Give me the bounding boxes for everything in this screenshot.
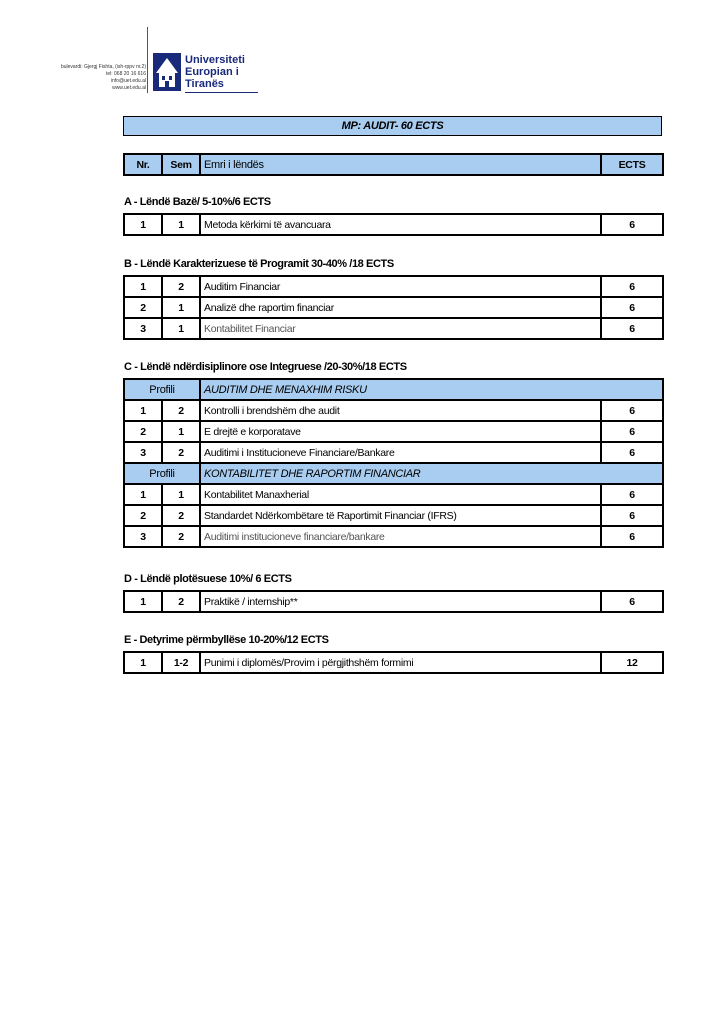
header-divider bbox=[147, 27, 148, 93]
table-row: 1 2 Praktikë / internship** 6 bbox=[124, 591, 663, 612]
university-address bbox=[40, 64, 146, 92]
column-header-table bbox=[123, 153, 664, 176]
program-title: MP: AUDIT- 60 ECTS bbox=[123, 116, 662, 136]
table-row: 2 2 Standardet Ndërkombëtare të Raportimit Financiar (IFRS) 6 bbox=[124, 505, 663, 526]
section-b-title: B - Lëndë Karakterizuese të Programit 30-40% /18 ECTS bbox=[124, 258, 394, 270]
course-name: Kontrolli i brendshëm dhe audit bbox=[200, 400, 601, 421]
logo-underline bbox=[185, 92, 258, 93]
profile-header bbox=[124, 463, 663, 484]
course-name: Praktikë / internship** bbox=[200, 591, 601, 612]
section-e-title: E - Detyrime përmbyllëse 10-20%/12 ECTS bbox=[124, 634, 329, 646]
profile-name: AUDITIM DHE MENAXHIM RISKU bbox=[200, 379, 663, 400]
section-a-title: A - Lëndë Bazë/ 5-10%/6 ECTS bbox=[124, 196, 271, 208]
email-line: info@uet.edu.al bbox=[110, 78, 146, 84]
course-name: Analizë dhe raportim financiar bbox=[200, 297, 601, 318]
table-row: 1 1 Kontabilitet Manaxherial 6 bbox=[124, 484, 663, 505]
website-line: www.uet.edu.al bbox=[112, 85, 146, 91]
col-sem: Sem bbox=[162, 154, 200, 175]
university-building-icon bbox=[153, 53, 181, 91]
section-d-table bbox=[123, 590, 664, 613]
profile-label: Profili bbox=[124, 379, 200, 400]
phone-line: tel: 068 20 16 616 bbox=[105, 71, 146, 77]
table-row: 3 1 Kontabilitet Financiar 6 bbox=[124, 318, 663, 339]
course-name: Metoda kërkimi të avancuara bbox=[200, 214, 601, 235]
section-e-table bbox=[123, 651, 664, 674]
course-name: Auditim Financiar bbox=[200, 276, 601, 297]
table-row: 1 2 Auditim Financiar 6 bbox=[124, 276, 663, 297]
course-name: E drejtë e korporatave bbox=[200, 421, 601, 442]
university-logo-text: Universiteti Europian i Tiranës bbox=[185, 54, 245, 90]
table-row: 1 1 Metoda kërkimi të avancuara 6 bbox=[124, 214, 663, 235]
col-nr: Nr. bbox=[124, 154, 162, 175]
table-row: 1 2 Kontrolli i brendshëm dhe audit 6 bbox=[124, 400, 663, 421]
profile-name: KONTABILITET DHE RAPORTIM FINANCIAR bbox=[200, 463, 663, 484]
col-ects: ECTS bbox=[601, 154, 663, 175]
address-line: bulevardi: Gjergj Fishta, (ish-rppv nr.2) bbox=[60, 64, 146, 70]
section-d-title: D - Lëndë plotësuese 10%/ 6 ECTS bbox=[124, 573, 292, 585]
col-name: Emri i lëndës bbox=[200, 154, 601, 175]
profile-header bbox=[124, 379, 663, 400]
course-name: Punimi i diplomës/Provim i përgjithshëm formimi bbox=[200, 652, 601, 673]
profile-label: Profili bbox=[124, 463, 200, 484]
table-row: 2 1 E drejtë e korporatave 6 bbox=[124, 421, 663, 442]
section-b-table bbox=[123, 275, 664, 340]
course-name: Auditimi i Institucioneve Financiare/Bankare bbox=[200, 442, 601, 463]
table-row: 3 2 Auditimi institucioneve financiare/bankare 6 bbox=[124, 526, 663, 547]
section-a-table bbox=[123, 213, 664, 236]
section-c-title: C - Lëndë ndërdisiplinore ose Integruese /20-30%/18 ECTS bbox=[124, 361, 407, 373]
table-row: 1 1-2 Punimi i diplomës/Provim i përgjithshëm formimi 12 bbox=[124, 652, 663, 673]
letterhead bbox=[0, 0, 725, 100]
section-c-table bbox=[123, 378, 664, 548]
course-name: Kontabilitet Manaxherial bbox=[200, 484, 601, 505]
table-row: 2 1 Analizë dhe raportim financiar 6 bbox=[124, 297, 663, 318]
course-name: Kontabilitet Financiar bbox=[200, 318, 601, 339]
course-name: Auditimi institucioneve financiare/bankare bbox=[200, 526, 601, 547]
course-name: Standardet Ndërkombëtare të Raportimit Financiar (IFRS) bbox=[200, 505, 601, 526]
table-row: 3 2 Auditimi i Institucioneve Financiare/Bankare 6 bbox=[124, 442, 663, 463]
